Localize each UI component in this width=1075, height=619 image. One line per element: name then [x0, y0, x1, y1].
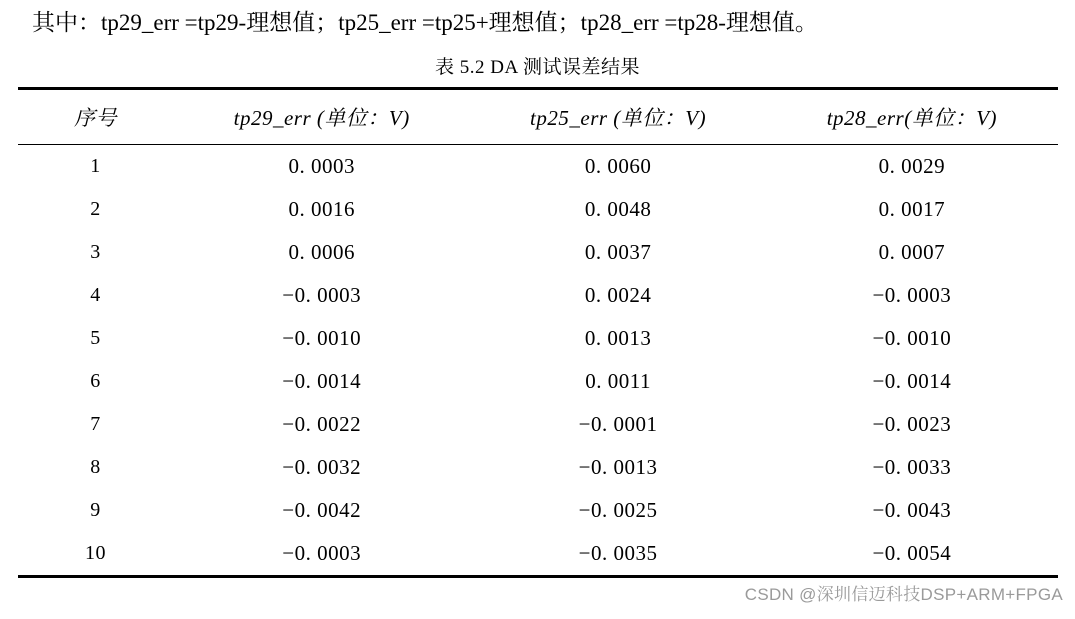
cell-tp29err: 0. 0003 — [288, 153, 355, 178]
cell-tp25err: −0. 0025 — [578, 497, 658, 522]
cell-tp29err: −0. 0003 — [282, 540, 362, 565]
table-row — [18, 489, 1058, 532]
cell-tp25err: 0. 0048 — [584, 196, 652, 221]
table-caption: 表 5.2 DA 测试误差结果 — [435, 56, 640, 78]
table-header-row — [18, 88, 1058, 144]
table-header — [18, 88, 1058, 144]
table-row — [18, 532, 1058, 577]
cell-seq: 9 — [90, 498, 101, 521]
table-row — [18, 144, 1058, 188]
table-body — [18, 144, 1058, 576]
column-header-seq: 序号 — [74, 105, 117, 130]
cell-tp25err: −0. 0035 — [578, 540, 658, 565]
cell-tp29err: −0. 0014 — [282, 368, 362, 393]
cell-tp29err: −0. 0042 — [282, 497, 362, 522]
cell-tp28err: −0. 0033 — [872, 454, 952, 479]
table-bottom-border — [18, 576, 1058, 578]
cell-tp28err: −0. 0003 — [872, 282, 952, 307]
intro-paragraph: 其中：tp29_err =tp29-理想值；tp25_err =tp25+理想值；tp28_err =tp28-理想值。 — [32, 10, 818, 35]
cell-seq: 1 — [90, 154, 101, 177]
table-row — [18, 231, 1058, 274]
cell-tp25err: 0. 0060 — [584, 153, 652, 178]
cell-tp25err: 0. 0013 — [584, 325, 652, 350]
table-bottom-border-cell — [18, 576, 1058, 578]
cell-tp29err: 0. 0016 — [288, 196, 355, 221]
cell-tp28err: −0. 0023 — [872, 411, 952, 436]
column-header-tp25err: tp25_err (单位：V) — [530, 105, 707, 130]
cell-tp29err: 0. 0006 — [288, 239, 355, 264]
cell-seq: 8 — [90, 455, 101, 478]
cell-tp28err: −0. 0010 — [872, 325, 952, 350]
column-header-tp28err: tp28_err(单位：V) — [826, 105, 998, 130]
csdn-watermark: CSDN @深圳信迈科技DSP+ARM+FPGA — [744, 585, 1063, 604]
cell-tp29err: −0. 0032 — [282, 454, 362, 479]
table-row — [18, 274, 1058, 317]
cell-seq: 5 — [90, 326, 101, 349]
cell-seq: 6 — [90, 369, 101, 392]
cell-tp28err: −0. 0014 — [872, 368, 952, 393]
cell-tp25err: −0. 0013 — [578, 454, 658, 479]
cell-tp28err: 0. 0029 — [878, 153, 946, 178]
cell-tp28err: −0. 0054 — [872, 540, 952, 565]
table-row — [18, 317, 1058, 360]
cell-tp25err: 0. 0037 — [584, 239, 652, 264]
column-header-tp29err: tp29_err (单位：V) — [233, 105, 410, 130]
table-row — [18, 360, 1058, 403]
cell-tp29err: −0. 0010 — [282, 325, 362, 350]
cell-tp28err: 0. 0017 — [878, 196, 946, 221]
table-row — [18, 446, 1058, 489]
table-row — [18, 403, 1058, 446]
da-error-results-table — [18, 87, 1058, 578]
table-row — [18, 188, 1058, 231]
cell-seq: 4 — [90, 283, 101, 306]
cell-seq: 7 — [90, 412, 101, 435]
cell-tp25err: 0. 0024 — [584, 282, 652, 307]
cell-tp25err: 0. 0011 — [585, 368, 651, 393]
cell-tp29err: −0. 0003 — [282, 282, 362, 307]
cell-tp28err: −0. 0043 — [872, 497, 952, 522]
cell-tp25err: −0. 0001 — [578, 411, 658, 436]
cell-seq: 10 — [85, 541, 106, 564]
cell-tp28err: 0. 0007 — [878, 239, 946, 264]
table-footer-rule — [18, 576, 1058, 578]
cell-seq: 3 — [90, 240, 101, 263]
cell-seq: 2 — [90, 197, 101, 220]
cell-tp29err: −0. 0022 — [282, 411, 362, 436]
